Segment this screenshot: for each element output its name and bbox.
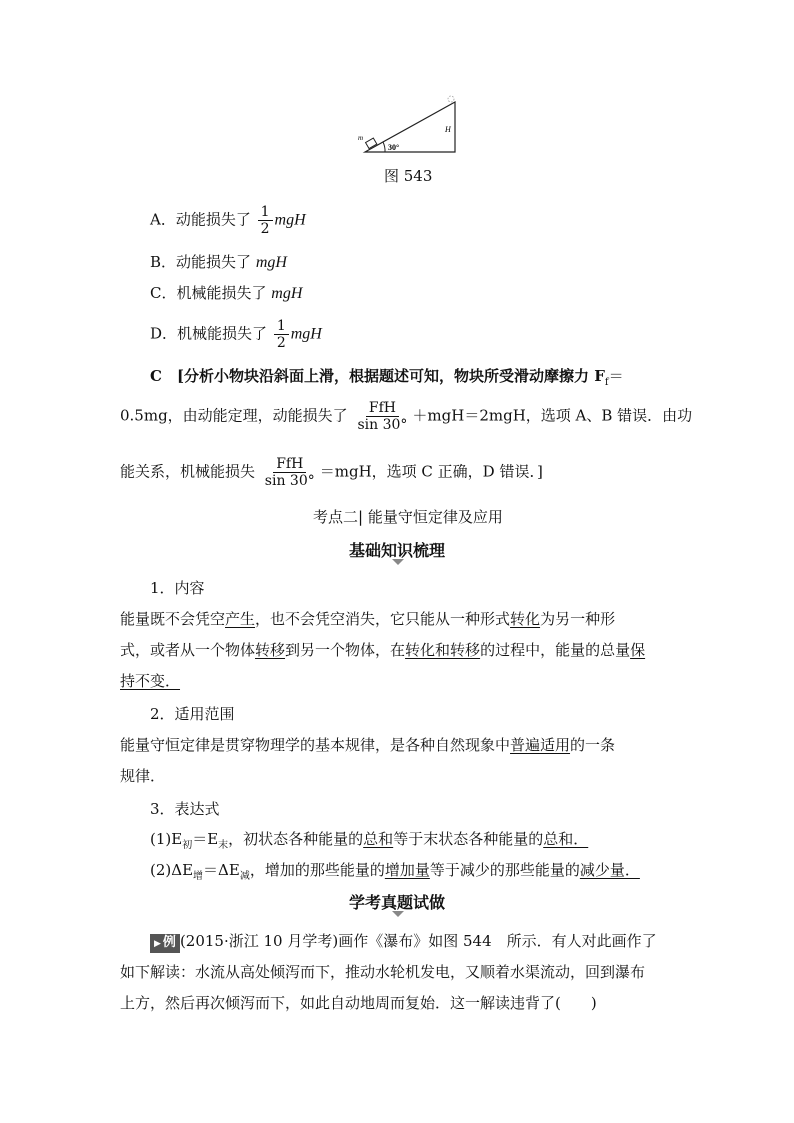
basic-heading: 基础知识梳理 [0,538,794,568]
fraction: $\frac{1}{2}$ [274,318,289,351]
chevron-down-icon [392,559,404,565]
answer-line-3: 能关系，机械能损失 $\frac{\text{FfH}}{\sin 30^\circ}$ ＝mgH，选项 C 正确，D 错误．] [120,456,543,489]
example-line-2: 如下解读：水流从高处倾泻而下，推动水轮机发电，又顺着水渠流动，回到瀑布 [120,963,646,981]
paragraph-1-line-1: 能量既不会凭空产生，也不会凭空消失，它只能从一种形式转化为另一种形 [120,610,616,628]
example-line-1: ▶ 例 (2015·浙江 10 月学考)画作《瀑布》如图 544 所示．有人对此画作了 [150,931,657,953]
paragraph-1-line-3: 持不变． [120,672,181,690]
fraction: $\frac{\text{FfH}}{\sin 30^\circ}$ [264,456,315,489]
angle-label: 30° [388,143,400,152]
heading-3: 3．表达式 [150,800,220,818]
paragraph-2-line-1: 能量守恒定律是贯穿物理学的基本规律，是各种自然现象中普遍适用的一条 [120,736,616,754]
fraction: $\frac{\text{FfH}}{\sin 30^\circ}$ [357,400,408,433]
figure-caption: 图 543 [384,167,433,185]
mass-label: m [358,134,364,142]
option-a-text: A．动能损失了 [150,210,251,229]
example-line-3: 上方，然后再次倾泻而下，如此自动地周而复始．这一解读违背了( ) [120,994,597,1012]
fraction: $\frac{1}{2}$ [258,204,273,237]
chevron-down-icon [392,911,404,917]
expression-2: $(2)\Delta E_增=\Delta E_减$，增加的那些能量的增加量等于减少的那些能量的减少量． [150,861,640,882]
answer-line-1: C [分析小物块沿斜面上滑，根据题述可知，物块所受滑动摩擦力 $F_f=$ [150,367,624,388]
paragraph-2-line-2: 规律． [120,767,166,785]
incline-figure [355,94,465,156]
answer-line-2: 0.5mg，由动能定理，动能损失了 $\frac{\text{FfH}}{\sin 30^\circ}$ ＋mgH＝2mgH，选项 A、B 错误．由功 [120,400,693,433]
option-c: C．机械能损失了 mgH [150,284,303,302]
example-tag: ▶ 例 [150,934,180,953]
heading-2: 2．适用范围 [150,705,235,723]
heading-1: 1．内容 [150,579,205,597]
option-d: D．机械能损失了 $\frac{1}{2}$ mgH [150,318,322,351]
option-b: B．动能损失了 mgH [150,253,287,271]
height-label: H [445,125,451,134]
expression-1: $(1)E_初=E_末$，初状态各种能量的总和等于末状态各种能量的总和． [150,830,589,851]
section-title: 考点二| 能量守恒定律及应用 [313,508,503,526]
exam-heading: 学考真题试做 [0,890,794,920]
paragraph-1-line-2: 式，或者从一个物体转移到另一个物体，在转化和转移的过程中，能量的总量保 [120,641,646,659]
option-a: A．动能损失了 $\frac{1}{2}$ mgH [150,204,306,237]
